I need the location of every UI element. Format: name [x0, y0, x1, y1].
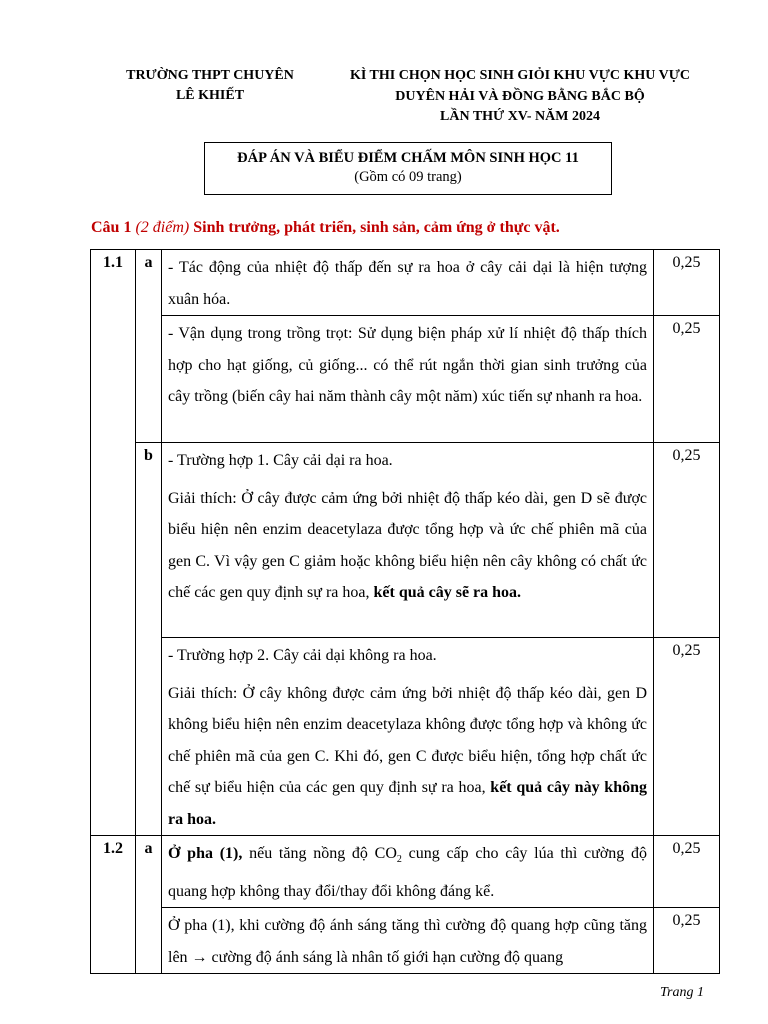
table-row [91, 836, 720, 908]
answer-text [162, 638, 654, 836]
school-line-1: TRƯỜNG THPT CHUYÊN [126, 68, 294, 83]
answer-text [162, 443, 654, 638]
answer-line: Ở pha (1), khi cường độ ánh sáng tăng thì cường độ quang hợp cũng tăng lên → cường độ ánh sáng là nhân tố giới hạn cường độ quang [168, 917, 647, 966]
sub-letter: b [136, 443, 162, 836]
answer-text-part: nếu tăng nồng độ CO [242, 845, 397, 862]
table-row [91, 908, 720, 974]
question-topic: Sinh trưởng, phát triển, sinh sản, cảm ứng ở thực vật. [189, 219, 560, 236]
answer-text [162, 316, 654, 443]
answer-table [90, 249, 720, 974]
school-name [110, 66, 310, 106]
school-line-2: LÊ KHIẾT [175, 88, 245, 103]
part-number: 1.2 [91, 836, 136, 974]
score-cell: 0,25 [654, 443, 720, 638]
answer-text [162, 908, 654, 974]
explanation-text: Giải thích: Ở cây không được cảm ứng bởi nhiệt độ thấp kéo dài, gen D không biểu hiện nên enzim deacetylaza không được tổng hợp và không ức chế phiên mã của gen C. Khi đó, gen C được biểu hiện, tổng hợp chất ức chế sự biểu hiện của các gen quy định sự ra hoa, [168, 684, 647, 796]
page-count: (Gồm có 09 trang) [354, 169, 462, 185]
sub-letter-empty [136, 316, 162, 443]
answer-line: - Vận dụng trong trồng trọt: Sử dụng biện pháp xử lí nhiệt độ thấp thích hợp cho hạt giống, củ giống... có thể rút ngắn thời gian sinh trưởng của cây trồng (biến cây hai năm thành cây một năm) xúc tiến sự nhanh ra hoa. [168, 325, 647, 405]
score-cell: 0,25 [654, 836, 720, 908]
page-number: Trang 1 [660, 985, 704, 1000]
case-line: - Trường hợp 2. Cây cải dại không ra hoa. [168, 647, 437, 664]
sub-letter-empty [136, 908, 162, 974]
part-number: 1.1 [91, 250, 136, 836]
score-cell: 0,25 [654, 250, 720, 316]
subscript: 2 [396, 854, 402, 866]
explanation [168, 678, 647, 836]
exam-line-3: LẦN THỨ XV- NĂM 2024 [440, 109, 600, 124]
answer-text [162, 250, 654, 316]
question-label: Câu 1 [91, 219, 136, 236]
document-title: ĐÁP ÁN VÀ BIỂU ĐIỂM CHẤM MÔN SINH HỌC 11 [237, 150, 579, 166]
question-points: (2 điểm) [135, 219, 190, 236]
explanation [168, 483, 647, 609]
sub-letter: a [136, 836, 162, 908]
answer-line [168, 838, 647, 907]
score-cell: 0,25 [654, 316, 720, 443]
table-row [91, 250, 720, 316]
sub-letter: a [136, 250, 162, 316]
exam-name [325, 66, 715, 128]
answer-text [162, 836, 654, 908]
table-row [91, 638, 720, 836]
document-title-box [204, 142, 612, 195]
explanation-conclusion: kết quả cây sẽ ra hoa. [373, 584, 522, 601]
phase-label: Ở pha (1), [168, 845, 243, 862]
exam-line-2: DUYÊN HẢI VÀ ĐỒNG BẰNG BẮC BỘ [395, 88, 645, 104]
table-row [91, 316, 720, 443]
question-heading [91, 219, 560, 237]
score-cell: 0,25 [654, 908, 720, 974]
explanation-text: Giải thích: Ở cây được cảm ứng bởi nhiệt độ thấp kéo dài, gen D sẽ được biểu hiện nên enzim deacetylaza được tổng hợp và ức chế phiên mã của gen C. Vì vậy gen C giảm hoặc không biểu hiện nên cây không có chất ức chế các gen quy định sự ra hoa, [168, 489, 647, 601]
explanation-conclusion: kết quả cây này không ra hoa. [168, 779, 647, 828]
table-row [91, 443, 720, 638]
answer-line: - Tác động của nhiệt độ thấp đến sự ra hoa ở cây cải dại là hiện tượng xuân hóa. [168, 259, 647, 308]
exam-line-1: KÌ THI CHỌN HỌC SINH GIỎI KHU VỰC KHU VỰC [349, 68, 691, 83]
score-cell: 0,25 [654, 638, 720, 836]
case-line: - Trường hợp 1. Cây cải dại ra hoa. [168, 452, 393, 469]
answer-text-part: cung cấp cho cây lúa thì cường độ quang hợp không thay đổi/thay đổi không đáng kể. [168, 845, 648, 900]
